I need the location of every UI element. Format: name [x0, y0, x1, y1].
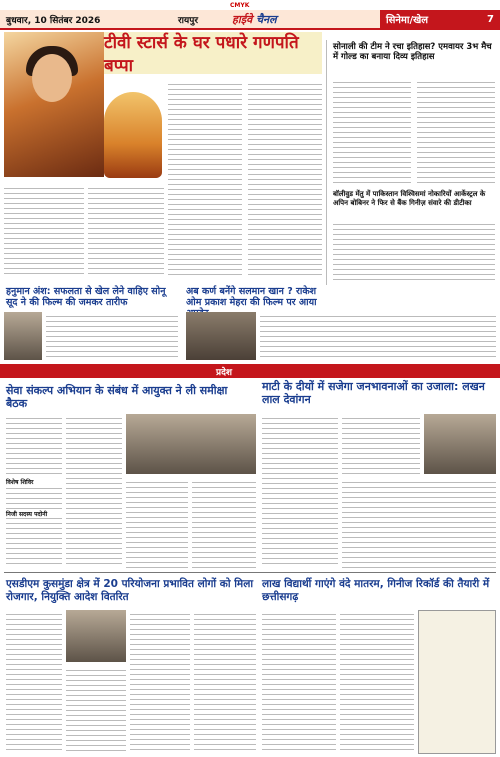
- hanuman-body: [46, 312, 178, 360]
- salman-image: [186, 312, 256, 360]
- sdm-body-col-3: [130, 610, 190, 752]
- meeting-photo: [126, 414, 256, 474]
- side-body-col-3: [333, 220, 495, 282]
- section-band-pradesh: प्रदेश: [0, 364, 500, 378]
- sewa-sub-1: विशेष शिविर: [6, 478, 62, 486]
- sdm-body-col-1: [6, 610, 62, 752]
- mati-body-col-1: [262, 414, 338, 568]
- lead-headline: टीवी स्टार्स के घर पधारे गणपति बप्पा: [104, 32, 322, 74]
- logo-part-a: हाईवे: [232, 13, 253, 26]
- sewa-sub-2: निजी सदस्य पदोनी: [6, 510, 62, 518]
- cmyk-mark: CMYK: [230, 2, 250, 9]
- section-label: सिनेमा/खेल: [386, 15, 429, 26]
- sdm-body-col-4: [194, 610, 256, 752]
- sdm-headline: एसडीएम कुसमुंडा क्षेत्र में 20 परियोजना प्रभावित लोगों को मिला रोजगार, नियुक्ति आदेश वितरित: [6, 578, 254, 603]
- mati-headline: माटी के दीयों में सजेगा जनभावनाओं का उजाला: लखन लाल देवांगन: [262, 380, 485, 406]
- photo-face: [32, 54, 72, 102]
- divider-rule: [4, 572, 496, 573]
- mati-body-col-3: [342, 478, 496, 568]
- section-tab[interactable]: [380, 10, 500, 28]
- advertisement-box[interactable]: [418, 610, 496, 754]
- ganesh-idol-photo: [104, 92, 162, 178]
- lead-body-col-4: [88, 184, 164, 276]
- lead-story: [4, 32, 322, 282]
- salman-body: [260, 312, 496, 360]
- edition-city: रायपुर: [178, 16, 199, 26]
- side-subhead: बॉलीवुड मेंतु में पाकिस्तान विश्विसमां नोकारियों आर्केस्ट्रल के अपिन बोबिनर ने फिर से बैंक गिनीज़ संवारे की डीटीका: [333, 190, 486, 207]
- side-story: [326, 40, 497, 285]
- newspaper-logo: [232, 12, 277, 27]
- issue-date: बुधवार, 10 सितंबर 2026: [6, 16, 101, 26]
- trees-headline: लाख विद्यार्थी गाएंगे वंदे मातरम, गिनीज रिकॉर्ड की तैयारी में छत्तीसगढ़: [262, 578, 490, 603]
- lead-body-col-3: [4, 184, 84, 276]
- page-number: 7: [487, 13, 494, 25]
- diya-photo: [424, 414, 496, 474]
- lead-body-col-2: [248, 80, 322, 275]
- sewa-body-col-3: [126, 478, 188, 568]
- salman-headline: अब कर्ण बनेंगे सलमान खान ? राकेश ओम प्रकाश मेहरा की फिल्म पर आया: [186, 286, 317, 308]
- sdm-body-col-2: [66, 666, 126, 752]
- sonu-sood-image: [4, 312, 42, 360]
- trees-body-col-1: [262, 610, 336, 752]
- side-body-col-2: [417, 78, 495, 186]
- sewa-body-col-4: [192, 478, 256, 568]
- sdm-photo: [66, 610, 126, 662]
- mati-body-col-2: [342, 414, 420, 474]
- side-headline: सोनाली की टीम ने रचा इतिहास? एमवायर 3भ मैच में गोल्ड का बनाया दिव्य इतिहास: [333, 42, 492, 62]
- lead-body-col-1: [168, 80, 242, 275]
- logo-part-b: चैनल: [256, 13, 277, 26]
- trees-body-col-2: [340, 610, 414, 752]
- side-body-col-1: [333, 78, 411, 186]
- sewa-body-col-2: [66, 414, 122, 568]
- sewa-headline: सेवा संकल्प अभियान के संबंध में आयुक्त ने ली समीक्षा बैठक: [6, 384, 228, 410]
- sewa-body-col-1: [6, 414, 62, 568]
- hanuman-headline: हनुमान अंश: सफलता से खेल लेने वाहिए सोनू सूद ने की फिल्म की जमकर तारीफ: [6, 286, 166, 308]
- actress-photo: [4, 32, 104, 177]
